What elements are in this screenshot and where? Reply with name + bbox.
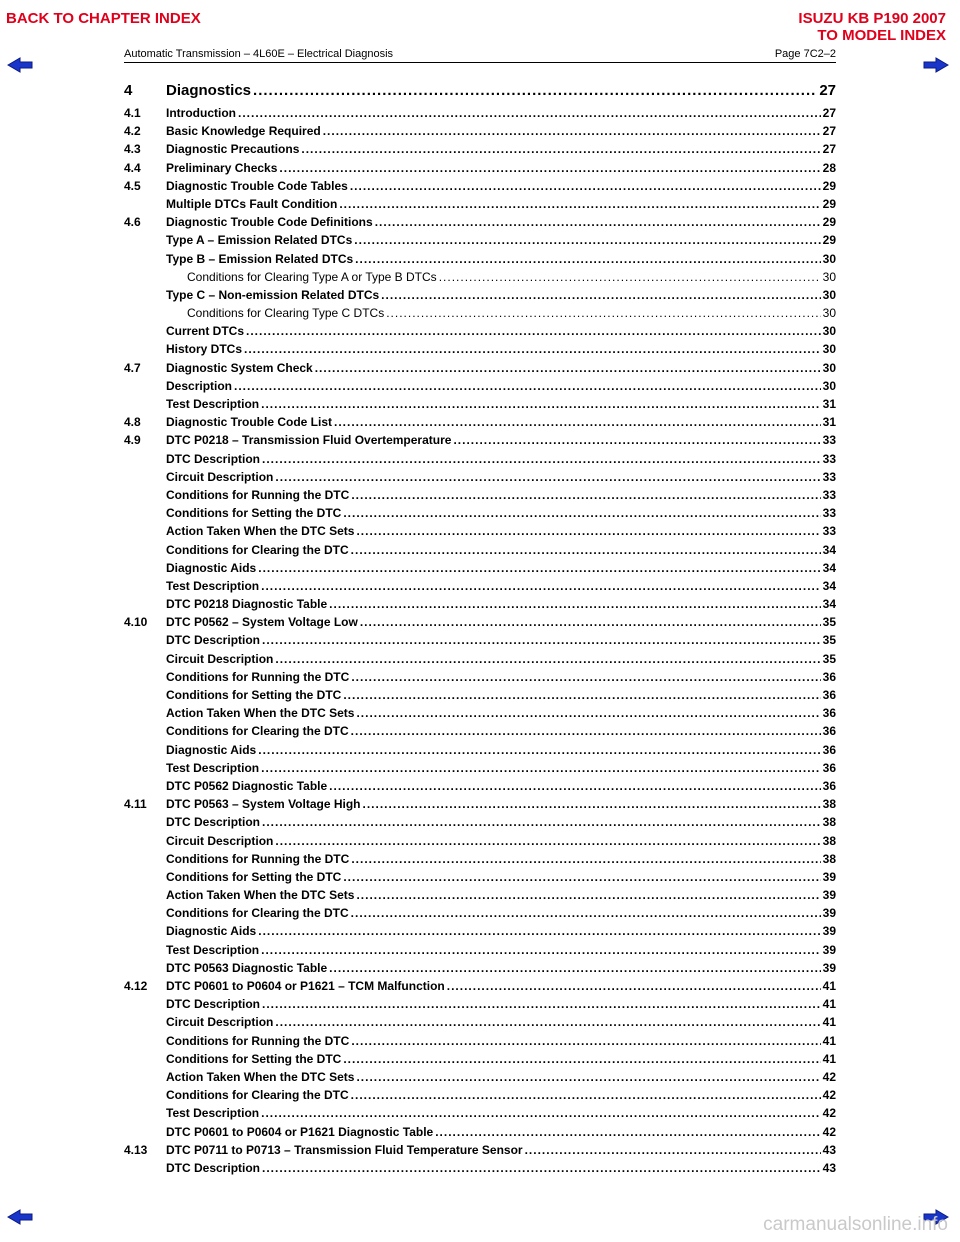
toc-entry-title: Conditions for Clearing Type C DTCs [187,306,385,321]
toc-entry-page: 30 [822,251,836,266]
toc-entry[interactable] [124,82,836,106]
dot-leader [258,924,820,938]
toc-entry-page: 30 [822,378,836,393]
toc-entry-page: 36 [822,742,836,757]
toc-entry[interactable] [124,379,836,397]
toc-entry-page: 29 [822,178,836,193]
dot-leader [323,124,821,138]
toc-entry-page: 33 [822,506,836,521]
toc-entry[interactable] [124,415,836,433]
dot-leader [453,433,820,447]
dot-leader [343,506,820,520]
dot-leader [435,1125,820,1139]
toc-entry-page: 29 [822,215,836,230]
toc-entry-page: 30 [822,306,836,321]
dot-leader [351,1034,820,1048]
toc-entry-title: Type B – Emission Related DTCs [166,251,354,266]
toc-entry[interactable] [124,779,836,797]
toc-entry-page: 35 [822,651,836,666]
toc-entry-number: 4.1 [124,106,141,120]
toc-entry-number: 4 [124,82,133,99]
toc-entry[interactable] [124,943,836,961]
toc-entry[interactable] [124,761,836,779]
dot-leader [244,342,821,356]
toc-entry-title: Diagnostic Trouble Code List [166,415,333,430]
toc-entry-title: Diagnostic Trouble Code Tables [166,178,348,193]
toc-entry-page: 28 [822,160,836,175]
toc-entry-page: 36 [822,669,836,684]
toc-entry-title: Conditions for Running the DTC [166,487,350,502]
toc-entry-title: Diagnostics [166,82,252,99]
toc-entry-title: Conditions for Clearing the DTC [166,542,349,557]
toc-entry-page: 36 [822,760,836,775]
dot-leader [356,888,820,902]
toc-entry-page: 38 [822,851,836,866]
toc-entry[interactable] [124,706,836,724]
toc-entry-page: 38 [822,815,836,830]
toc-entry-title: Conditions for Setting the DTC [166,869,342,884]
toc-entry[interactable] [124,797,836,815]
toc-entry-page: 30 [822,287,836,302]
header-left: Automatic Transmission – 4L60E – Electrical Diagnosis [124,48,394,60]
dot-leader [351,1088,821,1102]
dot-leader [238,106,821,120]
toc-entry[interactable] [124,252,836,270]
toc-entry[interactable] [124,688,836,706]
toc-entry-title: DTC Description [166,451,261,466]
dot-leader [343,688,820,702]
running-header [124,48,836,60]
dot-leader [258,561,820,575]
dot-leader [262,815,821,829]
toc-entry-page: 27 [819,82,836,99]
toc-entry[interactable] [124,670,836,688]
table-of-contents [124,82,836,1179]
toc-entry-page: 34 [822,560,836,575]
dot-leader [343,870,820,884]
toc-entry-title: Diagnostic Trouble Code Definitions [166,215,373,230]
toc-entry-title: Action Taken When the DTC Sets [166,524,355,539]
toc-entry-title: Action Taken When the DTC Sets [166,888,355,903]
toc-entry-title: Test Description [166,760,260,775]
toc-entry-page: 41 [822,997,836,1012]
toc-entry-title: DTC P0711 to P0713 – Transmission Fluid Temperature Sensor [166,1142,523,1157]
toc-entry[interactable] [124,724,836,742]
dot-leader [356,1070,820,1084]
toc-entry[interactable] [124,961,836,979]
dot-leader [275,1015,820,1029]
dot-leader [301,142,820,156]
toc-entry[interactable] [124,870,836,888]
toc-entry-page: 33 [822,433,836,448]
toc-entry-title: Preliminary Checks [166,160,278,175]
toc-entry-number: 4.11 [124,797,147,812]
toc-entry-page: 35 [822,633,836,648]
toc-entry-title: DTC P0601 to P0604 or P1621 Diagnostic Table [166,1124,434,1139]
toc-entry-page: 34 [822,597,836,612]
toc-entry-page: 39 [822,869,836,884]
toc-entry-page: 41 [822,1015,836,1030]
toc-entry-number: 4.2 [124,124,141,139]
toc-entry-page: 42 [822,1106,836,1121]
toc-entry[interactable] [124,543,836,561]
toc-entry[interactable] [124,124,836,142]
toc-entry-title: Description [166,378,233,393]
toc-entry-title: DTC Description [166,1160,261,1175]
dot-leader [354,233,820,247]
dot-leader [351,852,820,866]
toc-entry[interactable] [124,1143,836,1161]
toc-entry-page: 36 [822,778,836,793]
toc-entry-title: Test Description [166,1106,260,1121]
toc-entry-page: 39 [822,906,836,921]
toc-entry-page: 41 [822,1033,836,1048]
watermark: carmanualsonline.info [763,1214,948,1235]
dot-leader [375,215,821,229]
toc-entry[interactable] [124,342,836,360]
toc-entry-page: 27 [822,124,836,139]
toc-entry-title: DTC P0218 – Transmission Fluid Overtemperature [166,433,452,448]
dot-leader [262,997,821,1011]
toc-entry[interactable] [124,1125,836,1143]
toc-entry-title: DTC P0562 – System Voltage Low [166,615,358,630]
toc-entry-title: Conditions for Clearing the DTC [166,1088,349,1103]
toc-entry-number: 4.13 [124,1142,148,1157]
toc-entry[interactable] [124,561,836,579]
toc-entry-title: Type C – Non-emission Related DTCs [166,287,380,302]
toc-entry-page: 39 [822,942,836,957]
toc-entry-title: Type A – Emission Related DTCs [166,233,353,248]
toc-entry-title: Test Description [166,578,260,593]
dot-leader [356,524,820,538]
toc-entry-title: Conditions for Clearing the DTC [166,724,349,739]
dot-leader [329,961,820,975]
dot-leader [253,82,817,99]
dot-leader [279,161,820,175]
toc-entry[interactable] [124,633,836,651]
dot-leader [360,615,821,629]
dot-leader [381,288,820,302]
toc-entry-page: 39 [822,924,836,939]
toc-entry-number: 4.6 [124,215,141,230]
toc-entry-title: DTC P0563 – System Voltage High [166,797,361,812]
dot-leader [351,906,821,920]
toc-entry-page: 42 [822,1069,836,1084]
toc-entry-number: 4.7 [124,360,141,375]
toc-entry-page: 34 [822,578,836,593]
toc-entry[interactable] [124,361,836,379]
toc-entry[interactable] [124,1106,836,1124]
toc-entry-title: DTC Description [166,815,261,830]
toc-entry-page: 27 [822,142,836,157]
toc-entry[interactable] [124,488,836,506]
toc-entry-page: 31 [822,415,836,430]
dot-leader [439,270,821,284]
toc-entry-number: 4.3 [124,142,141,157]
toc-entry-page: 31 [822,397,836,411]
dot-leader [315,361,821,375]
toc-entry[interactable] [124,506,836,524]
toc-entry-page: 38 [822,833,836,848]
toc-entry[interactable] [124,397,836,415]
toc-entry-title: Conditions for Running the DTC [166,851,350,866]
dot-leader [350,179,821,193]
dot-leader [355,252,820,266]
toc-entry-page: 41 [822,979,836,993]
toc-entry[interactable] [124,306,836,324]
toc-entry[interactable] [124,743,836,761]
back-to-chapter-index-link[interactable]: BACK TO CHAPTER INDEX [6,10,201,27]
toc-entry[interactable] [124,815,836,833]
dot-leader [275,652,820,666]
dot-leader [351,724,821,738]
toc-entry-title: History DTCs [166,342,243,357]
toc-entry-number: 4.4 [124,160,141,175]
toc-entry-title: Test Description [166,397,260,411]
toc-entry-page: 38 [822,797,836,812]
toc-entry[interactable] [124,997,836,1015]
toc-entry-title: Introduction [166,106,236,120]
toc-entry-page: 33 [822,487,836,502]
next-arrow-icon[interactable] [922,56,950,74]
toc-entry-title: Diagnostic Aids [166,924,257,939]
toc-entry-title: Diagnostic Aids [166,742,257,757]
toc-entry[interactable] [124,1070,836,1088]
prev-arrow-icon[interactable] [6,56,34,74]
toc-entry[interactable] [124,979,836,997]
toc-entry-page: 43 [822,1160,836,1175]
toc-entry-title: Current DTCs [166,324,245,339]
toc-entry-title: Conditions for Setting the DTC [166,1051,342,1066]
dot-leader [356,706,820,720]
toc-entry-page: 29 [822,196,836,211]
toc-entry-page: 36 [822,724,836,739]
toc-entry-page: 29 [822,233,836,248]
toc-entry-title: Circuit Description [166,469,274,484]
toc-entry[interactable] [124,288,836,306]
toc-entry-number: 4.12 [124,979,148,993]
toc-entry-title: Action Taken When the DTC Sets [166,1069,355,1084]
toc-entry-number: 4.9 [124,433,141,448]
dot-leader [386,306,820,320]
toc-entry[interactable] [124,1088,836,1106]
dot-leader [261,761,821,775]
toc-entry[interactable] [124,652,836,670]
dot-leader [275,834,820,848]
toc-entry-title: Circuit Description [166,651,274,666]
toc-entry-title: Basic Knowledge Required [166,124,321,139]
toc-entry-title: Conditions for Running the DTC [166,669,350,684]
toc-entry-page: 36 [822,706,836,721]
toc-entry-title: Conditions for Setting the DTC [166,688,342,702]
toc-entry[interactable] [124,597,836,615]
toc-entry-title: Circuit Description [166,1015,274,1030]
toc-entry[interactable] [124,852,836,870]
toc-entry[interactable] [124,1161,836,1179]
dot-leader [261,1106,821,1120]
toc-entry[interactable] [124,924,836,942]
dot-leader [261,943,821,957]
toc-entry-title: Test Description [166,942,260,957]
toc-entry-page: 36 [822,688,836,702]
toc-entry[interactable] [124,452,836,470]
toc-entry[interactable] [124,215,836,233]
toc-entry-title: DTC P0562 Diagnostic Table [166,778,328,793]
dot-leader [234,379,821,393]
toc-entry-page: 30 [822,342,836,357]
toc-entry[interactable] [124,888,836,906]
dot-leader [261,397,821,411]
toc-entry[interactable] [124,1015,836,1033]
toc-entry-page: 27 [822,106,836,120]
toc-entry-page: 39 [822,960,836,975]
dot-leader [246,324,821,338]
toc-entry[interactable] [124,324,836,342]
toc-entry-page: 39 [822,888,836,903]
toc-entry[interactable] [124,1052,836,1070]
toc-entry[interactable] [124,179,836,197]
toc-entry[interactable] [124,470,836,488]
toc-entry-page: 41 [822,1051,836,1066]
toc-entry-title: Conditions for Clearing the DTC [166,906,349,921]
toc-entry[interactable] [124,834,836,852]
dot-leader [275,470,820,484]
toc-entry-number: 4.10 [124,615,148,630]
toc-entry-page: 43 [822,1142,836,1157]
toc-entry-title: DTC Description [166,997,261,1012]
toc-entry[interactable] [124,142,836,160]
dot-leader [334,415,821,429]
toc-entry-page: 30 [822,360,836,375]
toc-entry-title: Circuit Description [166,833,274,848]
toc-entry[interactable] [124,433,836,451]
toc-entry-page: 34 [822,542,836,557]
dot-leader [339,197,820,211]
toc-entry-title: Diagnostic System Check [166,360,313,375]
toc-entry-title: Multiple DTCs Fault Condition [166,196,338,211]
toc-entry-title: Conditions for Running the DTC [166,1033,350,1048]
dot-leader [261,579,821,593]
toc-entry-title: Conditions for Setting the DTC [166,506,342,521]
model-line-2: TO MODEL INDEX [817,27,946,44]
toc-entry-page: 42 [822,1124,836,1139]
toc-entry[interactable] [124,1034,836,1052]
dot-leader [329,779,820,793]
header-right: Page 7C2–2 [774,48,836,60]
toc-entry-number: 4.5 [124,178,141,193]
toc-entry[interactable] [124,906,836,924]
toc-entry-page: 33 [822,469,836,484]
dot-leader [262,1161,821,1175]
toc-entry-title: DTC P0601 to P0604 or P1621 – TCM Malfunction [166,979,445,993]
toc-entry-page: 42 [822,1088,836,1103]
toc-entry[interactable] [124,270,836,288]
toc-entry[interactable] [124,106,836,124]
model-index-link[interactable] [798,10,946,44]
toc-entry-title: Action Taken When the DTC Sets [166,706,355,721]
toc-entry-title: DTC P0218 Diagnostic Table [166,597,328,612]
toc-entry[interactable] [124,579,836,597]
dot-leader [343,1052,820,1066]
dot-leader [329,597,820,611]
toc-entry-number: 4.8 [124,415,141,430]
model-line-1: ISUZU KB P190 2007 [798,10,946,27]
toc-entry[interactable] [124,524,836,542]
toc-entry-page: 33 [822,451,836,466]
header-rule [124,62,836,63]
dot-leader [351,488,820,502]
dot-leader [258,743,820,757]
toc-entry[interactable] [124,615,836,633]
toc-entry-page: 35 [822,615,836,630]
toc-entry-title: Diagnostic Aids [166,560,257,575]
toc-entry-title: DTC Description [166,633,261,648]
toc-entry-page: 30 [822,269,836,284]
dot-leader [262,633,821,647]
dot-leader [262,452,821,466]
toc-entry-title: DTC P0563 Diagnostic Table [166,960,328,975]
toc-entry-page: 33 [822,524,836,539]
toc-entry[interactable] [124,233,836,251]
dot-leader [525,1143,821,1157]
dot-leader [447,979,821,993]
dot-leader [351,670,820,684]
dot-leader [351,543,821,557]
prev-arrow-icon[interactable] [6,1208,34,1226]
toc-entry[interactable] [124,197,836,215]
dot-leader [363,797,821,811]
toc-entry-title: Diagnostic Precautions [166,142,300,157]
toc-entry-title: Conditions for Clearing Type A or Type B DTCs [187,269,437,284]
toc-entry[interactable] [124,161,836,179]
toc-entry-page: 30 [822,324,836,339]
